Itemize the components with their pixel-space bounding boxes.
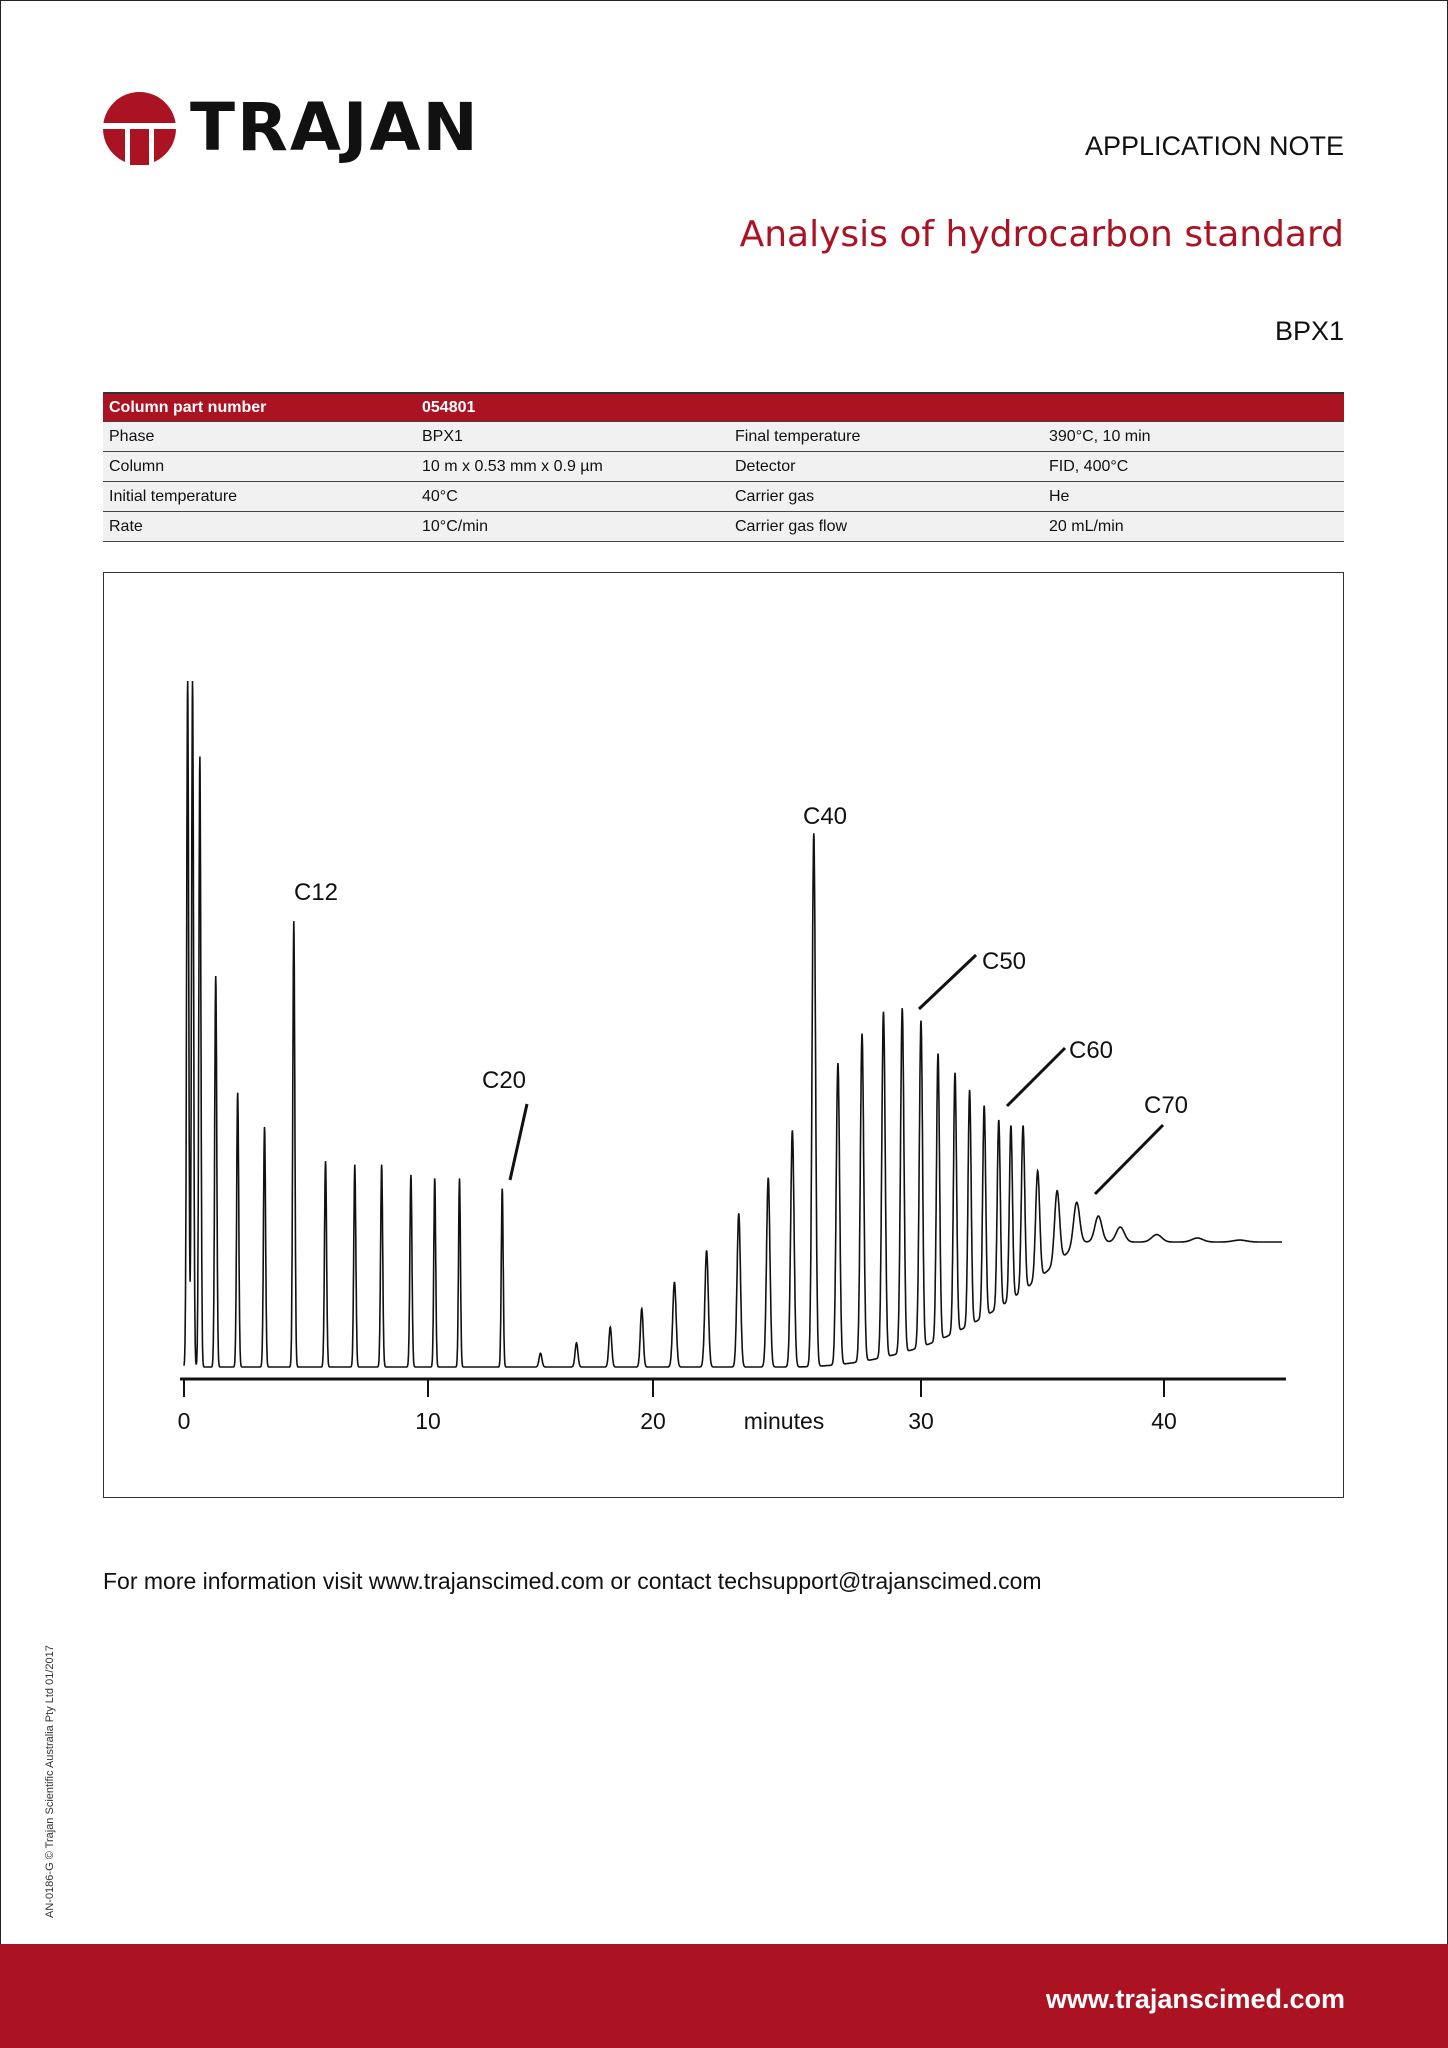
peak-label-c60: C60 (1069, 1037, 1114, 1064)
param-label: Final temperature (729, 422, 1043, 452)
header-value: 054801 (416, 393, 729, 422)
peak-leader-line (1007, 1048, 1065, 1106)
table-row (103, 482, 1344, 512)
footer-bar (0, 1944, 1448, 2048)
peak-leader-line (1095, 1125, 1163, 1194)
parameters-table (103, 392, 1344, 542)
x-tick-label: 30 (908, 1408, 934, 1434)
peak-label-c12: C12 (294, 879, 339, 906)
table-row (103, 452, 1344, 482)
peak-label-c50: C50 (982, 948, 1027, 975)
header-empty (1043, 393, 1344, 422)
more-info-text: For more information visit www.trajanscimed.com or contact techsupport@trajanscimed.com (103, 1568, 1042, 1594)
chromatogram-plot (104, 573, 1345, 1499)
header-label: Column part number (103, 393, 416, 422)
param-label: Detector (729, 452, 1043, 482)
page-title: Analysis of hydrocarbon standard (739, 214, 1344, 255)
peak-leader-line (510, 1104, 527, 1180)
x-axis-label: minutes (743, 1408, 825, 1434)
header-empty (729, 393, 1043, 422)
param-label: Initial temperature (103, 482, 416, 512)
param-value: 20 mL/min (1043, 512, 1344, 542)
doc-type-label: APPLICATION NOTE (1084, 131, 1344, 161)
table-row (103, 512, 1344, 542)
param-value: 10°C/min (416, 512, 729, 542)
param-label: Column (103, 452, 416, 482)
x-tick-label: 0 (177, 1408, 191, 1434)
peak-label-c20: C20 (482, 1067, 527, 1094)
param-label: Rate (103, 512, 416, 542)
x-tick-label: 40 (1151, 1408, 1177, 1434)
trajan-logo-icon (103, 92, 176, 165)
page-subtitle: BPX1 (1274, 316, 1344, 346)
peak-label-c70: C70 (1144, 1092, 1189, 1119)
footer-url-link[interactable]: www.trajanscimed.com (1045, 1984, 1345, 2014)
x-tick-label: 20 (640, 1408, 666, 1434)
brand-name: TRAJAN (190, 89, 480, 166)
param-value: 40°C (416, 482, 729, 512)
param-label: Phase (103, 422, 416, 452)
peak-label-c40: C40 (803, 803, 848, 830)
param-value: 390°C, 10 min (1043, 422, 1344, 452)
param-value: He (1043, 482, 1344, 512)
chromatogram-trace (184, 681, 1282, 1367)
x-tick-label: 10 (415, 1408, 441, 1434)
document-code: AN-0186-G © Trajan Scientific Australia Pty Ltd 01/2017 (44, 1645, 56, 1918)
param-value: 10 m x 0.53 mm x 0.9 µm (416, 452, 729, 482)
param-value: BPX1 (416, 422, 729, 452)
table-header-row (103, 393, 1344, 422)
param-value: FID, 400°C (1043, 452, 1344, 482)
trajan-logo (103, 90, 480, 166)
param-label: Carrier gas flow (729, 512, 1043, 542)
param-label: Carrier gas (729, 482, 1043, 512)
table-row (103, 422, 1344, 452)
chromatogram-chart (103, 572, 1344, 1498)
peak-leader-line (919, 955, 976, 1009)
